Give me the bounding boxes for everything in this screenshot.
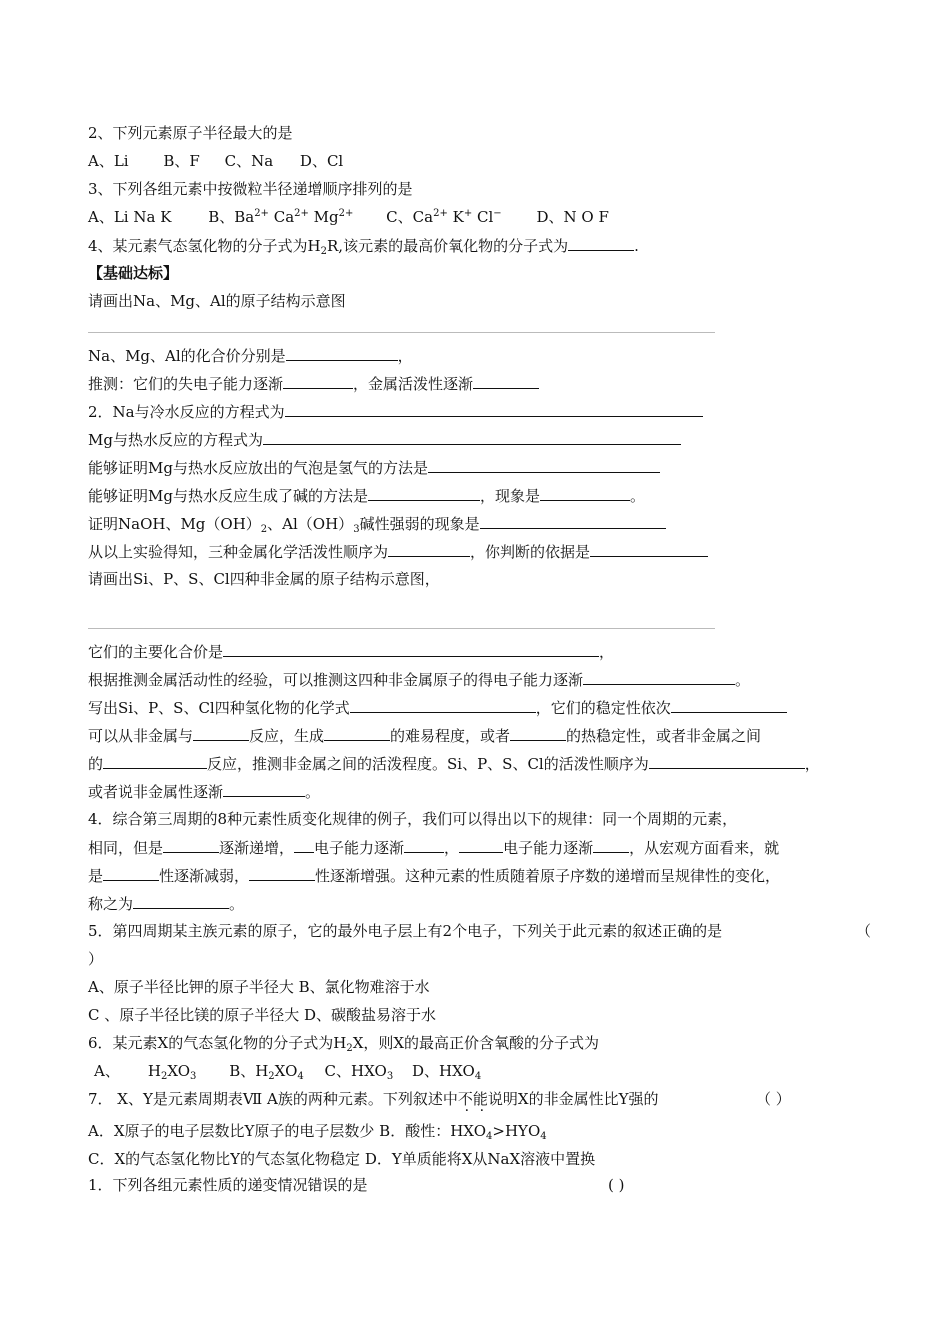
reaction-method-line: 可以从非金属与 反应，生成 的难易程度，或者 的热稳定性，或者非金属之间 <box>88 727 762 745</box>
infer-line: 推测：它们的失电子能力逐渐 ，金属活泼性逐渐 <box>88 374 539 393</box>
react-with-blank[interactable] <box>193 726 249 741</box>
main-valence-blank[interactable] <box>223 642 599 657</box>
q6-option-d: D、$HXO_4$ <box>411 1062 482 1082</box>
thermal-stability-blank[interactable] <box>510 726 566 741</box>
q5-paren-open: （ <box>856 922 872 940</box>
q2-option-b: B、F <box>163 152 200 170</box>
basicity-blank[interactable] <box>480 514 666 529</box>
draw-nonmetal-structure: 请画出Si、P、S、Cl四种非金属的原子结构示意图， <box>88 570 440 588</box>
product-blank[interactable] <box>324 726 390 741</box>
mg-equation-blank[interactable] <box>263 430 681 445</box>
periodic-law-line2: 相同，但是 逐渐递增， 电子能力逐渐 ， 电子能力逐渐 ，从宏观方面看来，就 <box>88 839 780 857</box>
gain-electron-line: 根据推测金属活动性的经验，可以推测这四种非金属原子的得电子能力逐渐 。 <box>88 671 751 689</box>
section-heading: 【基础达标】 <box>88 264 179 282</box>
trend-blank-2[interactable] <box>593 838 629 853</box>
q3-options <box>88 208 609 226</box>
q2-option-d: D、Cl <box>299 152 344 170</box>
base-proof-line: 能够证明Mg与热水反应生成了碱的方法是 ，现象是 。 <box>88 487 645 505</box>
valence-line: Na、Mg、Al的化合价分别是 ， <box>88 347 413 365</box>
basicity-line: 证明NaOH、$Mg(OH)_2$、$Al(OH)_3$碱性强弱的现象是 <box>88 514 666 533</box>
hydride-formula-blank[interactable] <box>350 698 536 713</box>
q1-stem: 1．下列各组元素性质的递变情况错误的是 <box>88 1176 368 1194</box>
periodic-law-stem: 4．综合第三周期的8种元素性质变化规律的例子，我们可以得出以下的规律：同一个周期的元素， <box>88 810 738 828</box>
q4-line: 4、某元素气态氢化物的分子式为$H_2R$,该元素的最高价氧化物的分子式为 . <box>88 237 639 257</box>
increasing-blank[interactable] <box>163 838 219 853</box>
drawing-divider-2 <box>88 628 715 629</box>
q6-option-b: B、$H_2XO_4$ <box>229 1062 304 1082</box>
law-name-blank[interactable] <box>133 894 229 909</box>
q2-option-a: A、Li <box>88 152 129 170</box>
q7-paren: （ ） <box>756 1090 791 1108</box>
na-equation-line: 2．Na与冷水反应的方程式为 <box>88 402 703 421</box>
activity-order-line: 从以上实验得知，三种金属化学活泼性顺序为 ，你判断的依据是 <box>88 542 708 561</box>
displacement-blank[interactable] <box>103 754 207 769</box>
q7-options-ab: A．X原子的电子层数比Y原子的电子层数少 B．酸性：$HXO_4>HYO_4$ <box>88 1122 547 1142</box>
electron-type-blank-2[interactable] <box>459 838 503 853</box>
q7-stem: 7． X、Y是元素周期表Ⅶ A族的两种元素。下列叙述中不能说明X的非金属性比Y强的 <box>88 1090 659 1108</box>
main-valence-line: 它们的主要化合价是 ， <box>88 643 615 661</box>
q6-stem: 6．某元素X的气态氢化物的分子式为$H_2X$，则X的最高正价含氧酸的分子式为 <box>88 1034 600 1054</box>
q3-stem: 3、下列各组元素中按微粒半径递增顺序排列的是 <box>88 180 413 198</box>
nonmetal-trend-line: 或者说非金属性逐渐 。 <box>88 783 321 801</box>
q4-blank[interactable] <box>568 236 634 251</box>
q2-option-c: C、Na <box>224 152 274 170</box>
electron-type-blank-1[interactable] <box>294 838 314 853</box>
q6-options <box>94 1062 481 1080</box>
decreasing-property-blank[interactable] <box>103 866 159 881</box>
q5-paren-close: ） <box>88 950 104 968</box>
stability-blank[interactable] <box>671 698 787 713</box>
q6-option-c: C、$HXO_3$ <box>324 1062 394 1082</box>
draw-metal-structure: 请画出Na、Mg、Al的原子结构示意图 <box>88 292 346 310</box>
drawing-divider-1 <box>88 332 715 333</box>
basis-blank[interactable] <box>590 542 708 557</box>
q2-options <box>88 152 343 170</box>
activity-order-blank[interactable] <box>388 542 470 557</box>
lose-electron-blank[interactable] <box>283 374 353 389</box>
base-method-blank[interactable] <box>368 486 480 501</box>
q3-option-c: C、$Ca^{2+}$ K+ Cl− <box>386 208 502 226</box>
q7-options-cd: C．X的气态氢化物比Y的气态氢化物稳定 D．Y单质能将X从NaX溶液中置换 <box>88 1150 596 1168</box>
na-equation-blank[interactable] <box>285 402 703 417</box>
q3-option-d: D、N O F <box>536 208 609 226</box>
increasing-property-blank[interactable] <box>249 866 315 881</box>
metal-activity-blank[interactable] <box>473 374 539 389</box>
periodic-law-line4: 称之为 。 <box>88 895 245 913</box>
displacement-line: 的 反应，推测非金属之间的活泼程度。Si、P、S、Cl的活泼性顺序为 ， <box>88 755 820 773</box>
q3-option-a: A、Li Na K <box>88 208 172 226</box>
nonmetal-trend-blank[interactable] <box>223 782 305 797</box>
emphasis-not: 不 <box>457 1090 473 1108</box>
mg-equation-line: Mg与热水反应的方程式为 <box>88 430 681 449</box>
periodic-law-line3: 是 性逐渐减弱， 性逐渐增强。这种元素的性质随着原子序数的递增而呈规律性的变化， <box>88 867 781 885</box>
hydrogen-proof-blank[interactable] <box>428 458 660 473</box>
q5-stem: 5．第四周期某主族元素的原子，它的最外电子层上有2个电子，下列关于此元素的叙述正确的是 <box>88 922 723 940</box>
hydride-formula-line: 写出Si、P、S、Cl四种氢化物的化学式 ，它们的稳定性依次 <box>88 698 787 717</box>
trend-blank-1[interactable] <box>404 838 444 853</box>
q5-options-ab: A、原子半径比钾的原子半径大 B、氯化物难溶于水 <box>88 978 430 996</box>
q6-option-a: A、 $H_2XO_3$ <box>94 1062 197 1082</box>
q5-options-cd: C 、原子半径比镁的原子半径大 D、碳酸盐易溶于水 <box>88 1006 437 1024</box>
nonmetal-order-blank[interactable] <box>649 754 805 769</box>
valence-blank[interactable] <box>286 346 398 361</box>
q3-option-b: B、$Ba^{2+}$ $Ca^{2+}$ $Mg^{2+}$ <box>208 208 354 226</box>
emphasis-can: 能 <box>472 1090 488 1108</box>
gain-electron-blank[interactable] <box>583 670 735 685</box>
base-phenomenon-blank[interactable] <box>540 486 630 501</box>
q1-paren: ( ) <box>608 1176 625 1194</box>
q2-stem: 2、下列元素原子半径最大的是 <box>88 124 293 142</box>
hydrogen-proof-line: 能够证明Mg与热水反应放出的气泡是氢气的方法是 <box>88 458 660 477</box>
